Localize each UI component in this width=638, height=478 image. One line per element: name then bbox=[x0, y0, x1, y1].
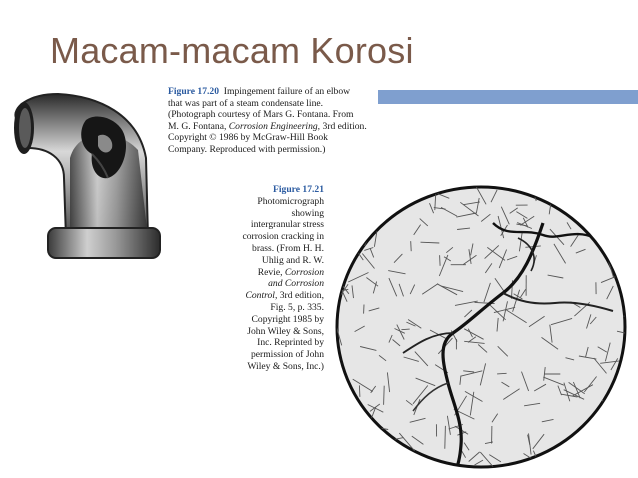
grain-boundary bbox=[372, 467, 383, 471]
grain-boundary bbox=[401, 329, 409, 330]
grain-boundary bbox=[412, 459, 426, 460]
grain-boundary bbox=[555, 190, 567, 192]
caption-line: corrosion cracking in bbox=[242, 231, 324, 243]
grain-boundary bbox=[614, 401, 625, 408]
caption-book-title: Corrosion Engineering, bbox=[228, 120, 321, 132]
grain-boundary bbox=[594, 220, 603, 227]
grain-boundary bbox=[439, 183, 457, 186]
caption-line: showing bbox=[291, 207, 324, 219]
slide-title: Macam-macam Korosi bbox=[50, 30, 414, 71]
grain-boundary bbox=[346, 409, 356, 410]
caption-line: 3rd edition. bbox=[320, 120, 367, 132]
grain-boundary bbox=[357, 224, 365, 235]
grain-boundary bbox=[602, 232, 621, 240]
grain-boundary bbox=[411, 241, 412, 251]
caption-line: (Photograph courtesy of Mars G. Fontana. From bbox=[168, 109, 354, 121]
grain-boundary bbox=[620, 440, 621, 451]
grain-boundary bbox=[621, 265, 629, 272]
grain-boundary bbox=[356, 215, 360, 223]
grain-boundary bbox=[383, 194, 390, 198]
grain-boundary bbox=[389, 461, 391, 472]
grain-boundary bbox=[375, 442, 392, 453]
caption-line: Revie, bbox=[257, 266, 285, 278]
grain-boundary bbox=[359, 385, 360, 397]
grain-boundary bbox=[404, 456, 405, 471]
grain-boundary bbox=[356, 437, 364, 442]
caption-line: Fig. 5, p. 335. bbox=[270, 301, 324, 313]
grain-boundary bbox=[383, 183, 396, 184]
caption-line: Uhlig and R. W. bbox=[261, 254, 324, 266]
grain-boundary bbox=[627, 301, 630, 306]
grain-boundary bbox=[542, 187, 551, 197]
grain-boundary bbox=[416, 183, 418, 196]
grain-boundary bbox=[550, 451, 571, 456]
grain-boundary bbox=[334, 273, 337, 281]
grain-boundary bbox=[440, 255, 441, 266]
caption-book-title: Control, bbox=[245, 290, 278, 302]
caption-line: brass. (From H. H. bbox=[252, 242, 324, 254]
corroded-elbow-photo bbox=[8, 88, 164, 268]
grain-boundary bbox=[622, 234, 628, 240]
caption-line: Copyright © 1986 by McGraw-Hill Book bbox=[168, 132, 328, 144]
caption-book-title: and Corrosion bbox=[268, 278, 324, 290]
grain-boundary bbox=[590, 187, 596, 197]
grain-boundary bbox=[335, 209, 340, 228]
grain-boundary bbox=[596, 213, 618, 215]
grain-boundary bbox=[333, 276, 340, 283]
grain-boundary bbox=[516, 184, 530, 186]
caption-line: that was part of a steam condensate line. bbox=[168, 97, 324, 109]
grain-boundary bbox=[337, 254, 347, 263]
grain-boundary bbox=[372, 183, 373, 187]
caption-line: M. G. Fontana, bbox=[168, 120, 229, 132]
grain-boundary bbox=[333, 266, 339, 272]
grain-boundary bbox=[619, 408, 629, 413]
grain-boundary bbox=[385, 189, 407, 198]
caption-line: Company. Reproduced with permission.) bbox=[168, 143, 326, 155]
caption-figure-17-20 bbox=[168, 86, 376, 156]
figure-label: Figure 17.21 bbox=[273, 184, 324, 195]
grain-boundary bbox=[445, 426, 446, 449]
caption-line: Copyright 1985 by bbox=[251, 313, 324, 325]
figure-label: Figure 17.20 bbox=[168, 86, 219, 97]
grain-boundary bbox=[527, 185, 538, 186]
caption-line: Wiley & Sons, Inc.) bbox=[247, 360, 324, 372]
grain-boundary bbox=[497, 373, 507, 374]
grain-boundary bbox=[403, 460, 413, 464]
grain-boundary bbox=[578, 456, 595, 471]
caption-line: Inc. Reprinted by bbox=[257, 337, 324, 349]
grain-boundary bbox=[609, 184, 614, 196]
grain-boundary bbox=[333, 457, 334, 465]
accent-bar bbox=[378, 90, 638, 104]
grain-boundary bbox=[601, 414, 615, 421]
photomicrograph-image bbox=[333, 183, 629, 471]
caption-line: intergranular stress bbox=[250, 219, 324, 231]
caption-book-title: Corrosion bbox=[284, 266, 324, 278]
caption-line: Photomicrograph bbox=[257, 195, 324, 207]
grain-boundary bbox=[578, 455, 579, 466]
caption-line: Impingement failure of an elbow bbox=[223, 86, 351, 97]
caption-figure-17-21 bbox=[230, 184, 324, 373]
grain-boundary bbox=[391, 455, 400, 466]
grain-boundary bbox=[621, 199, 625, 207]
grain-boundary bbox=[354, 230, 368, 240]
caption-line: John Wiley & Sons, bbox=[247, 325, 324, 337]
grain-boundary bbox=[384, 386, 385, 405]
caption-line: permission of John bbox=[250, 349, 324, 361]
grain-boundary bbox=[585, 192, 608, 196]
grain-boundary bbox=[623, 185, 629, 195]
grain-boundary bbox=[621, 466, 622, 471]
grain-boundary bbox=[614, 258, 628, 271]
grain-boundary bbox=[569, 458, 582, 467]
caption-line: 3rd edition, bbox=[277, 290, 324, 302]
